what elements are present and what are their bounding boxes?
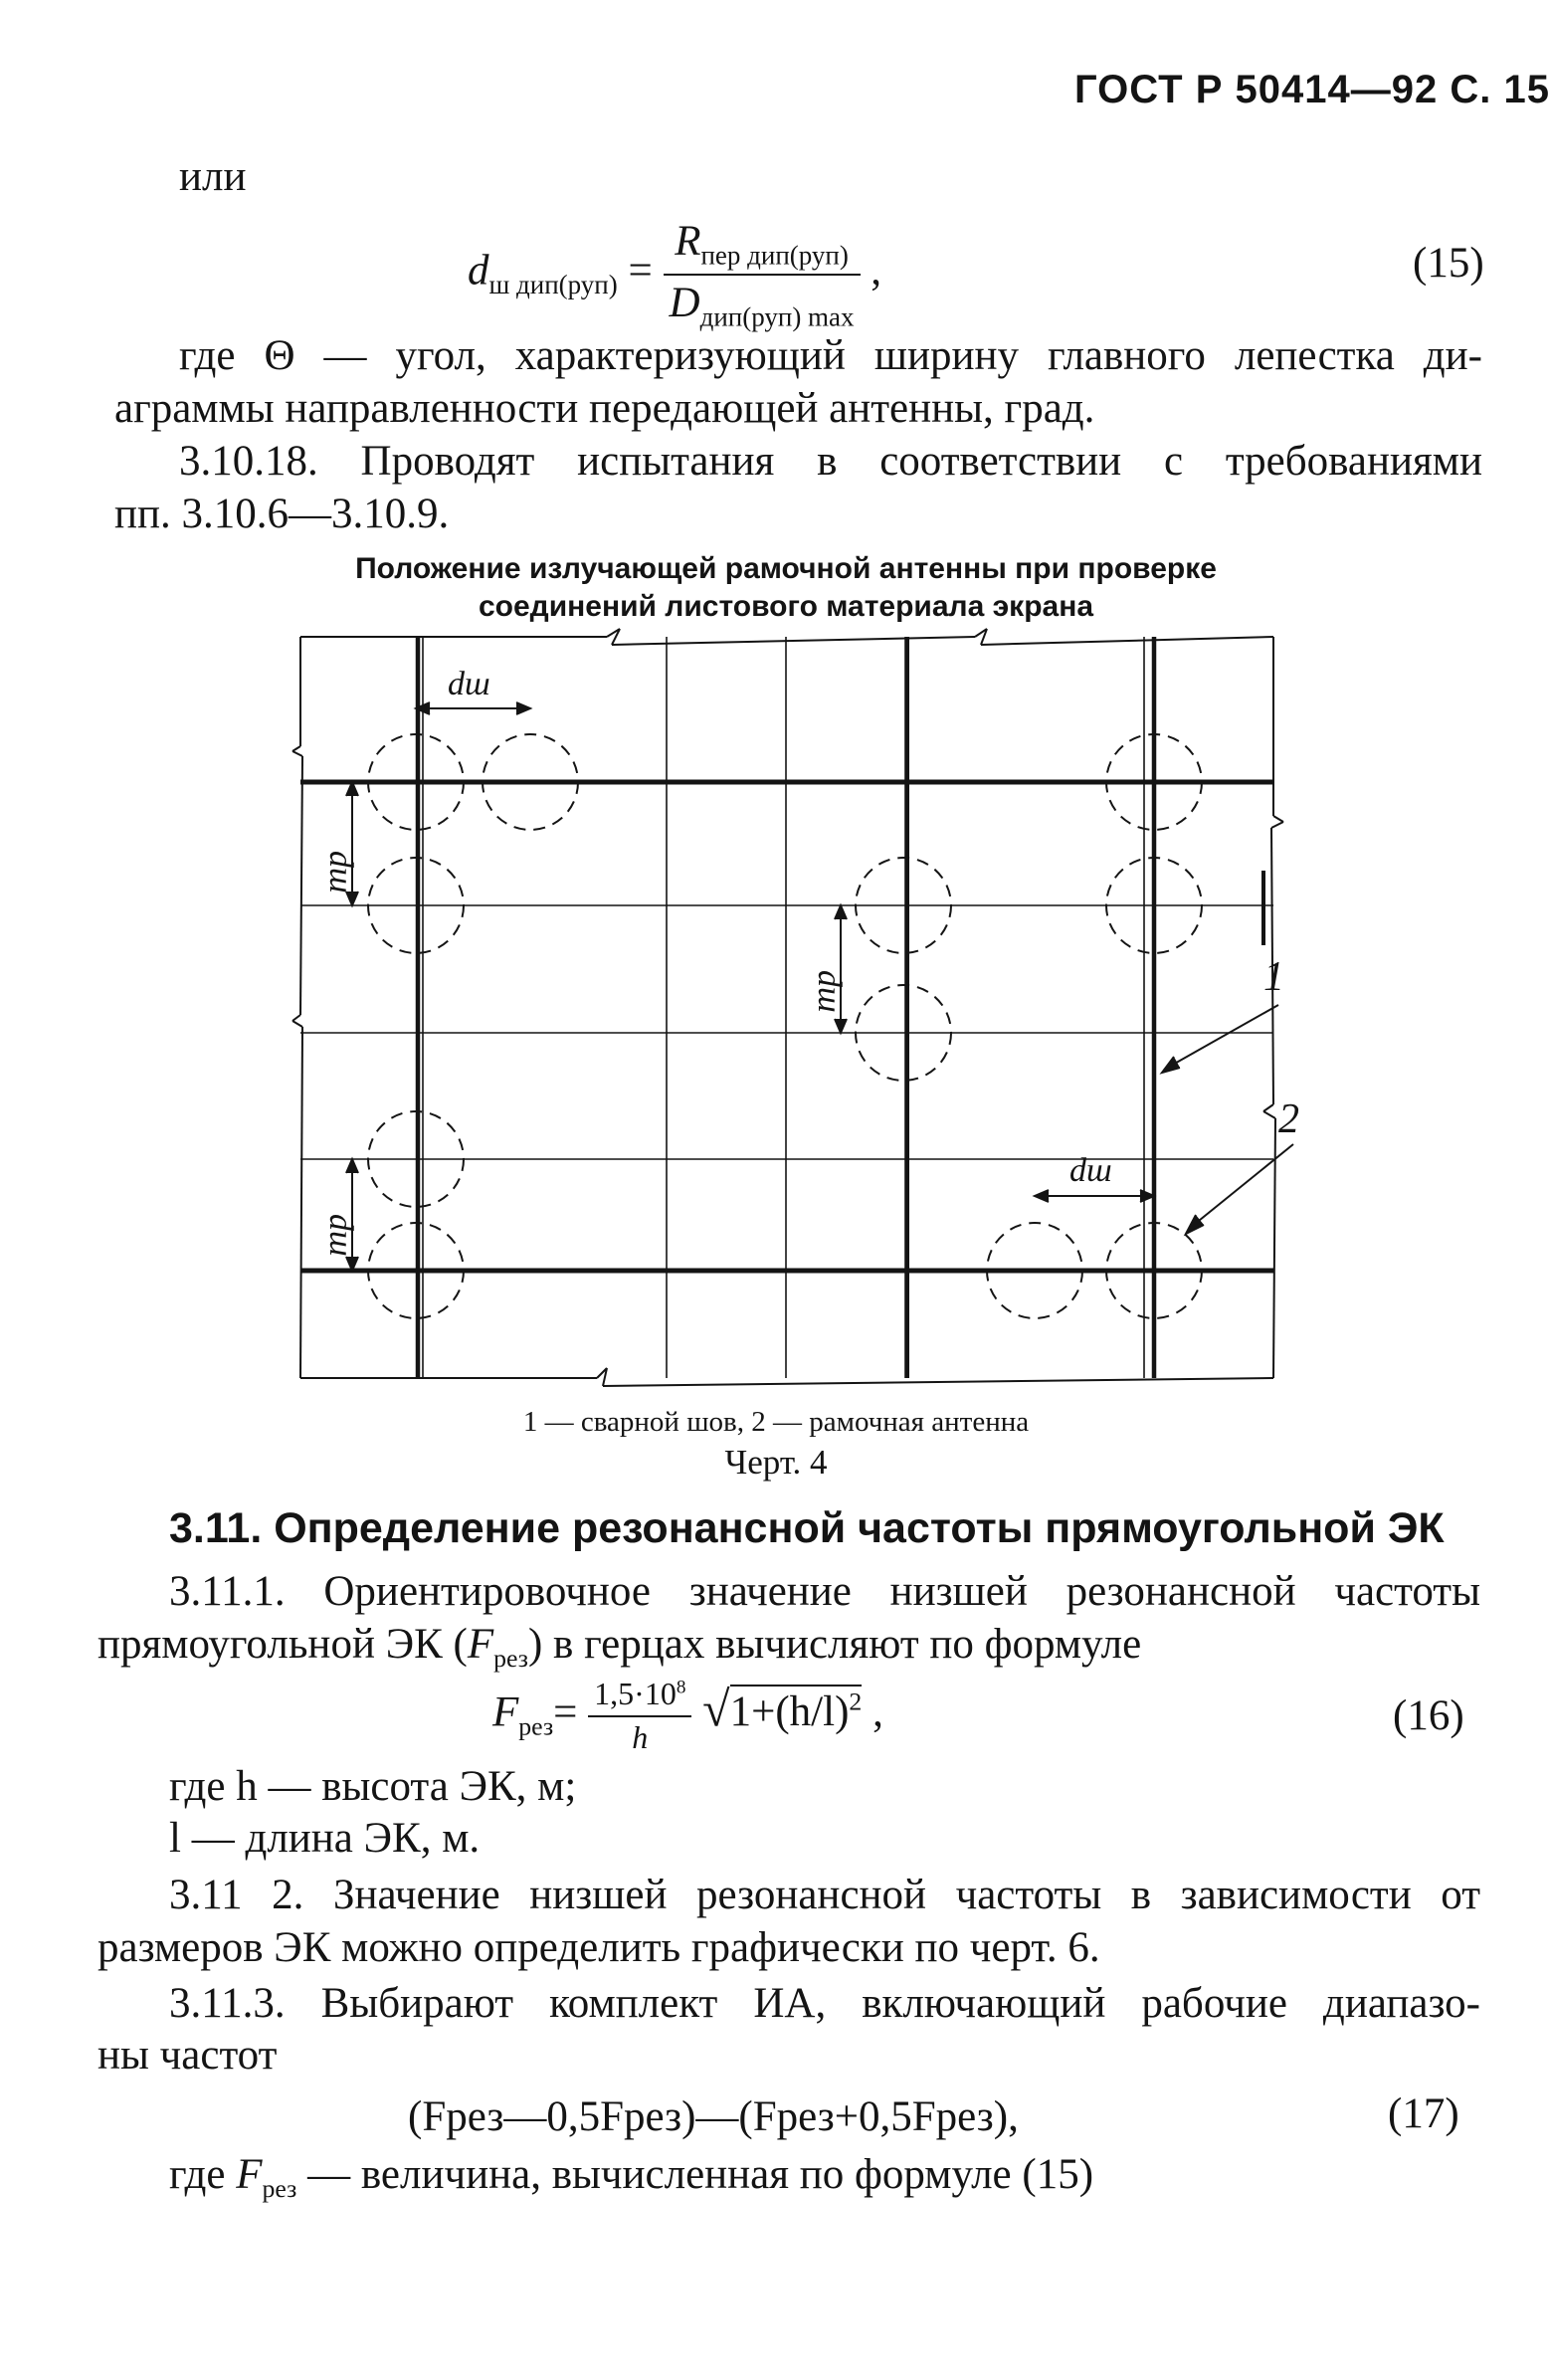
weld-seam-lines [300, 637, 1273, 1378]
callout-2-label: 2 [1278, 1096, 1299, 1142]
formula-16-num: 1,5·10 [594, 1676, 677, 1711]
final-line-prefix: где [169, 2151, 237, 2198]
formula-16-number: (16) [1393, 1692, 1464, 1739]
para-3-11-1-text-b: ) в герцах вычисляют по формуле [527, 1621, 1142, 1668]
formula-15-lhs-sub: ш дип(руп) [488, 269, 618, 299]
para-3-11-1-line-2 [97, 1617, 1141, 1676]
final-line-sub: рез [262, 2174, 297, 2204]
formula-16-root-sup: 2 [849, 1687, 863, 1716]
dim-label-left-lower: dш [322, 1214, 359, 1257]
formula-15-tail: , [871, 247, 882, 295]
final-line-suffix: — величина, вычисленная по формуле (15) [296, 2151, 1094, 2198]
para-3-11-3-line-1: 3.11.3. Выбирают комплект ИА, включающий рабочие диапазо- [169, 1980, 1480, 2027]
para-3-11-2-line-2: размеров ЭК можно определить графически по черт. 6. [97, 1924, 1100, 1971]
para-3-11-1-line-1: 3.11.1. Ориентировочное значение низшей резонансной частоты [169, 1568, 1480, 1615]
formula-15-den: D [669, 279, 700, 326]
para-3-10-18-line-2: пп. 3.10.6—3.10.9. [114, 491, 450, 537]
intro-word: или [179, 153, 247, 200]
final-line-F: F [236, 2151, 263, 2198]
formula-16-root: 1+(h/l) [729, 1688, 850, 1736]
where-l-line: l — длина ЭК, м. [169, 1815, 481, 1862]
figure-label: Черт. 4 [724, 1443, 828, 1482]
formula-17-number: (17) [1388, 2090, 1459, 2137]
theta-line-2: аграммы направленности передающей антенны, град. [114, 385, 1095, 432]
formula-15-lhs: d [468, 247, 489, 295]
figure-drawing [279, 617, 1299, 1403]
loop-antennas [368, 734, 1202, 1318]
dim-label-middle: dш [811, 970, 848, 1013]
formula-16-lhs: F [492, 1688, 519, 1736]
para-3-11-1-sub: рез [493, 1644, 528, 1674]
formula-16-eq: = [553, 1688, 578, 1736]
formula-15-number: (15) [1413, 240, 1484, 287]
formula-17: (Fрез—0,5Fрез)—(Fрез+0,5Fрез), [408, 2093, 1019, 2140]
formula-15: $d_{ш дип(руп)}$ = $\frac{R_{пер дип(руп)}}{D_{дип(руп) max}}$ , [468, 214, 881, 334]
para-3-11-2-line-1: 3.11 2. Значение низшей резонансной частоты в зависимости от [169, 1872, 1480, 1918]
grid-thin-lines [300, 637, 1273, 1378]
final-line [169, 2147, 1093, 2206]
dim-label-bottom-right: dш [1069, 1152, 1112, 1189]
page-header: ГОСТ Р 50414—92 С. 15 [1074, 68, 1550, 111]
formula-16-lhs-sub: рез [518, 1711, 554, 1741]
section-heading: 3.11. Определение резонансной частоты прямоугольной ЭК [169, 1504, 1445, 1552]
figure-title [229, 550, 1343, 625]
formula-16-num-sup: 8 [676, 1677, 686, 1698]
formula-16-fraction [588, 1674, 691, 1758]
formula-16-den: h [632, 1718, 649, 1755]
dim-label-top: dш [448, 666, 490, 702]
para-3-10-18-line-1: 3.10.18. Проводят испытания в соответствии с требованиями [179, 438, 1482, 485]
formula-15-fraction [664, 214, 861, 334]
callout-1-label: 1 [1263, 954, 1284, 1000]
dim-label-left-upper: dш [322, 851, 359, 893]
para-3-11-1-text-a: прямоугольной ЭК ( [97, 1621, 468, 1668]
where-h-line: где h — высота ЭК, м; [169, 1763, 577, 1810]
dimension-arrows [346, 702, 1154, 1271]
formula-15-num-sub: пер дип(руп) [700, 240, 849, 271]
figure-title-line-2: соединений листового материала экрана [478, 589, 1094, 623]
para-3-11-1-F: F [467, 1621, 494, 1668]
theta-line-1: где Θ — угол, характеризующий ширину главного лепестка ди- [179, 332, 1482, 379]
formula-15-den-sub: дип(руп) max [699, 300, 855, 331]
figure-legend: 1 — сварной шов, 2 — рамочная антенна [522, 1406, 1030, 1438]
formula-16-tail: , [872, 1688, 883, 1736]
figure-title-line-1: Положение излучающей рамочной антенны при проверке [355, 552, 1217, 585]
formula-16: $F_{рез}=$ $\frac{1,5\cdot 10^8}{h}$ $√1+(h/l)^2$ , [492, 1674, 883, 1758]
formula-15-num: R [675, 218, 701, 265]
para-3-11-3-line-2: ны частот [97, 2032, 278, 2079]
